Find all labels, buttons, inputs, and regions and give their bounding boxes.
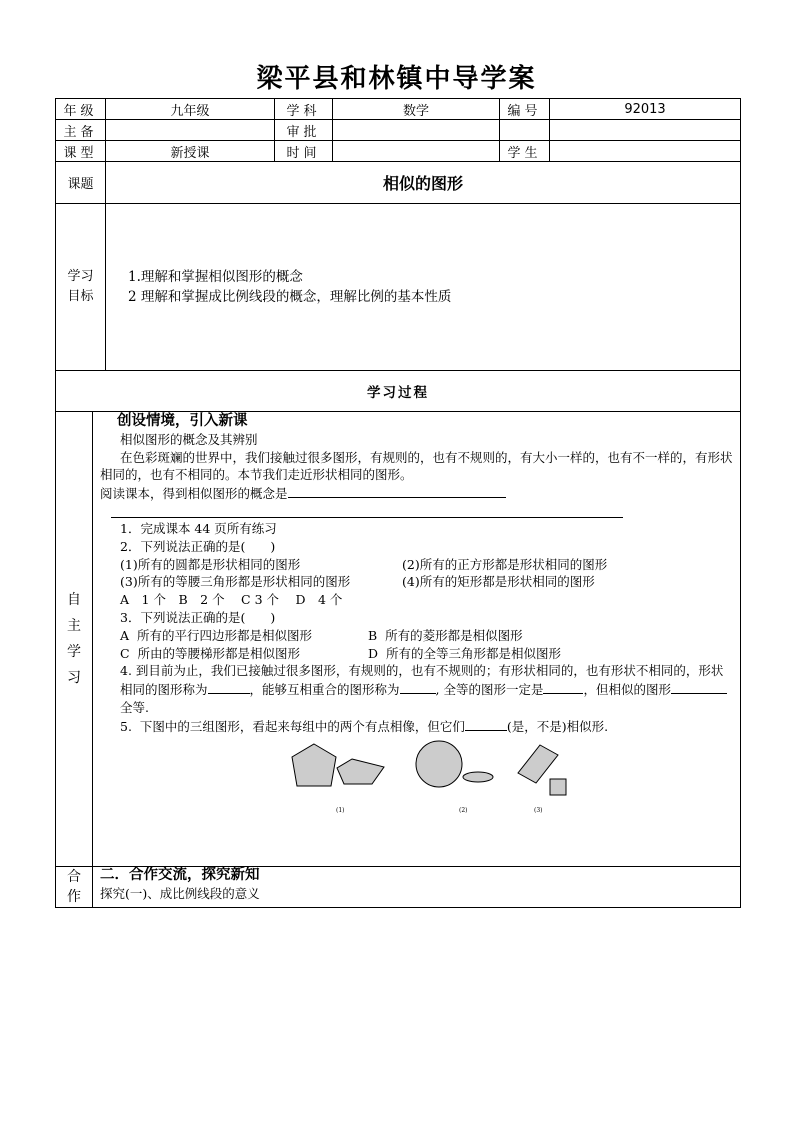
question-4: [93, 662, 740, 716]
review-label: 审批: [275, 120, 333, 141]
type-value: 新授课: [106, 141, 275, 162]
question-3-options-row1: [93, 627, 740, 645]
question-2-choices: A 1 个 B 2 个 C 3 个 D 4 个: [120, 592, 343, 608]
type-label: 课型: [56, 141, 106, 162]
subject-value: 数学: [333, 99, 500, 120]
empty-value-cell: [550, 120, 741, 141]
q4-text: 4. 到目前为止，我们已接触过很多图形，有规则的，也有不规则的；有形状相同的，也有形状不相同的，形状相同的图形称为: [120, 663, 724, 698]
time-label: 时间: [275, 141, 333, 162]
read-prompt: 阅读课本，得到相似图形的概念是: [100, 486, 288, 502]
prep-value: [106, 120, 275, 141]
figure-caption: (1): [336, 806, 345, 814]
answer-blank[interactable]: [208, 680, 250, 694]
self-study-row: [56, 412, 741, 867]
answer-blank[interactable]: [400, 680, 436, 694]
grade-value: 九年级: [106, 99, 275, 120]
pentagon-small-icon: [337, 759, 384, 784]
lesson-plan-table: [55, 98, 741, 908]
number-label: 编号: [500, 99, 550, 120]
label-char: 学: [67, 644, 81, 660]
figure-caption: (3): [534, 806, 543, 814]
answer-blank[interactable]: [288, 484, 506, 498]
sub-title: 探究(一)、成比例线段的意义: [100, 885, 260, 901]
q4-text: 全等.: [120, 699, 149, 715]
topic-label: 课题: [56, 162, 106, 204]
question-1: 1．完成课本 44 页所有练习: [120, 520, 277, 536]
figures-svg: [93, 740, 733, 812]
option: C 所由的等腰梯形都是相似图形: [120, 645, 301, 661]
topic-row: [56, 162, 741, 204]
q4-text: ，能够互相重合的图形称为: [249, 682, 400, 698]
goals-label-line1: 学习: [67, 269, 94, 284]
process-heading: 学习过程: [56, 371, 741, 412]
label-char: 主: [67, 618, 81, 634]
figure-group: [93, 740, 740, 812]
option: B 所有的菱形都是相似图形: [368, 627, 523, 643]
answer-line[interactable]: [111, 505, 623, 518]
option: D 所有的全等三角形都是相似图形: [368, 645, 561, 661]
ellipse-icon: [463, 772, 493, 782]
tilted-rectangle-icon: [518, 745, 558, 783]
goal-item: 1.理解和掌握相似图形的概念: [128, 269, 303, 285]
answer-blank[interactable]: [465, 717, 507, 731]
cooperate-label: [56, 867, 93, 908]
cooperate-row: [56, 867, 741, 908]
label-char: 习: [67, 670, 81, 686]
label-char: 作: [67, 889, 81, 905]
answer-blank[interactable]: [671, 680, 727, 694]
goal-item: 2 理解和掌握成比例线段的概念，理解比例的基本性质: [128, 289, 452, 305]
answer-blank[interactable]: [543, 680, 583, 694]
q4-text: ，但相似的图形: [583, 682, 671, 698]
figure-caption: (2): [459, 806, 468, 814]
square-icon: [550, 779, 566, 795]
question-2-options-row2: [93, 573, 740, 591]
goals-row: [56, 204, 741, 371]
cooperate-content: [93, 867, 741, 908]
student-value: [550, 141, 741, 162]
option: (2)所有的正方形都是形状相同的图形: [402, 556, 608, 572]
label-char: 自: [67, 592, 81, 608]
prep-label: 主备: [56, 120, 106, 141]
sub-title: 相似图形的概念及其辨别: [120, 431, 258, 447]
q5-text: 5. 下图中的三组图形，看起来每组中的两个有点相像，但它们: [120, 718, 465, 734]
goals-label-line2: 目标: [67, 289, 94, 304]
subject-label: 学科: [275, 99, 333, 120]
topic-value: 相似的图形: [106, 162, 741, 204]
circle-icon: [416, 741, 462, 787]
question-5: [93, 717, 740, 736]
intro-paragraph: 在色彩斑斓的世界中，我们接触过很多图形，有规则的，也有不规则的，有大小一样的，也有不一样的，有形状相同的，也有不相同的。本节我们走近形状相同的图形。: [100, 449, 733, 483]
header-row-2: [56, 120, 741, 141]
header-row-3: [56, 141, 741, 162]
empty-label-cell: [500, 120, 550, 141]
q5-text: (是，不是)相似形.: [506, 718, 609, 734]
goals-label: [56, 204, 106, 371]
option: A 所有的平行四边形都是相似图形: [120, 627, 312, 643]
document-title: 梁平县和林镇中导学案: [256, 64, 537, 94]
self-study-label: [56, 412, 93, 867]
option: (4)所有的矩形都是形状相同的图形: [402, 574, 595, 590]
read-prompt-line: [93, 484, 740, 503]
section-title: 二．合作交流，探究新知: [100, 867, 260, 883]
student-label: 学生: [500, 141, 550, 162]
section-title: 创设情境，引入新课: [117, 413, 248, 429]
goals-content: [106, 204, 741, 371]
grade-label: 年级: [56, 99, 106, 120]
review-value: [333, 120, 500, 141]
label-char: 合: [67, 869, 81, 885]
question-3: 3．下列说法正确的是( ): [120, 609, 276, 625]
option: (1)所有的圆都是形状相同的图形: [120, 556, 301, 572]
time-value: [333, 141, 500, 162]
q4-text: , 全等的图形一定是: [435, 682, 544, 698]
process-row: [56, 371, 741, 412]
option: (3)所有的等腰三角形都是形状相同的图形: [120, 574, 351, 590]
question-2: 2．下列说法正确的是( ): [120, 538, 276, 554]
question-2-options-row1: [93, 556, 740, 574]
self-study-content: [93, 412, 741, 867]
number-value: 92013: [550, 99, 741, 120]
pentagon-large-icon: [292, 744, 336, 786]
question-3-options-row2: [93, 645, 740, 663]
header-row-1: [56, 99, 741, 120]
